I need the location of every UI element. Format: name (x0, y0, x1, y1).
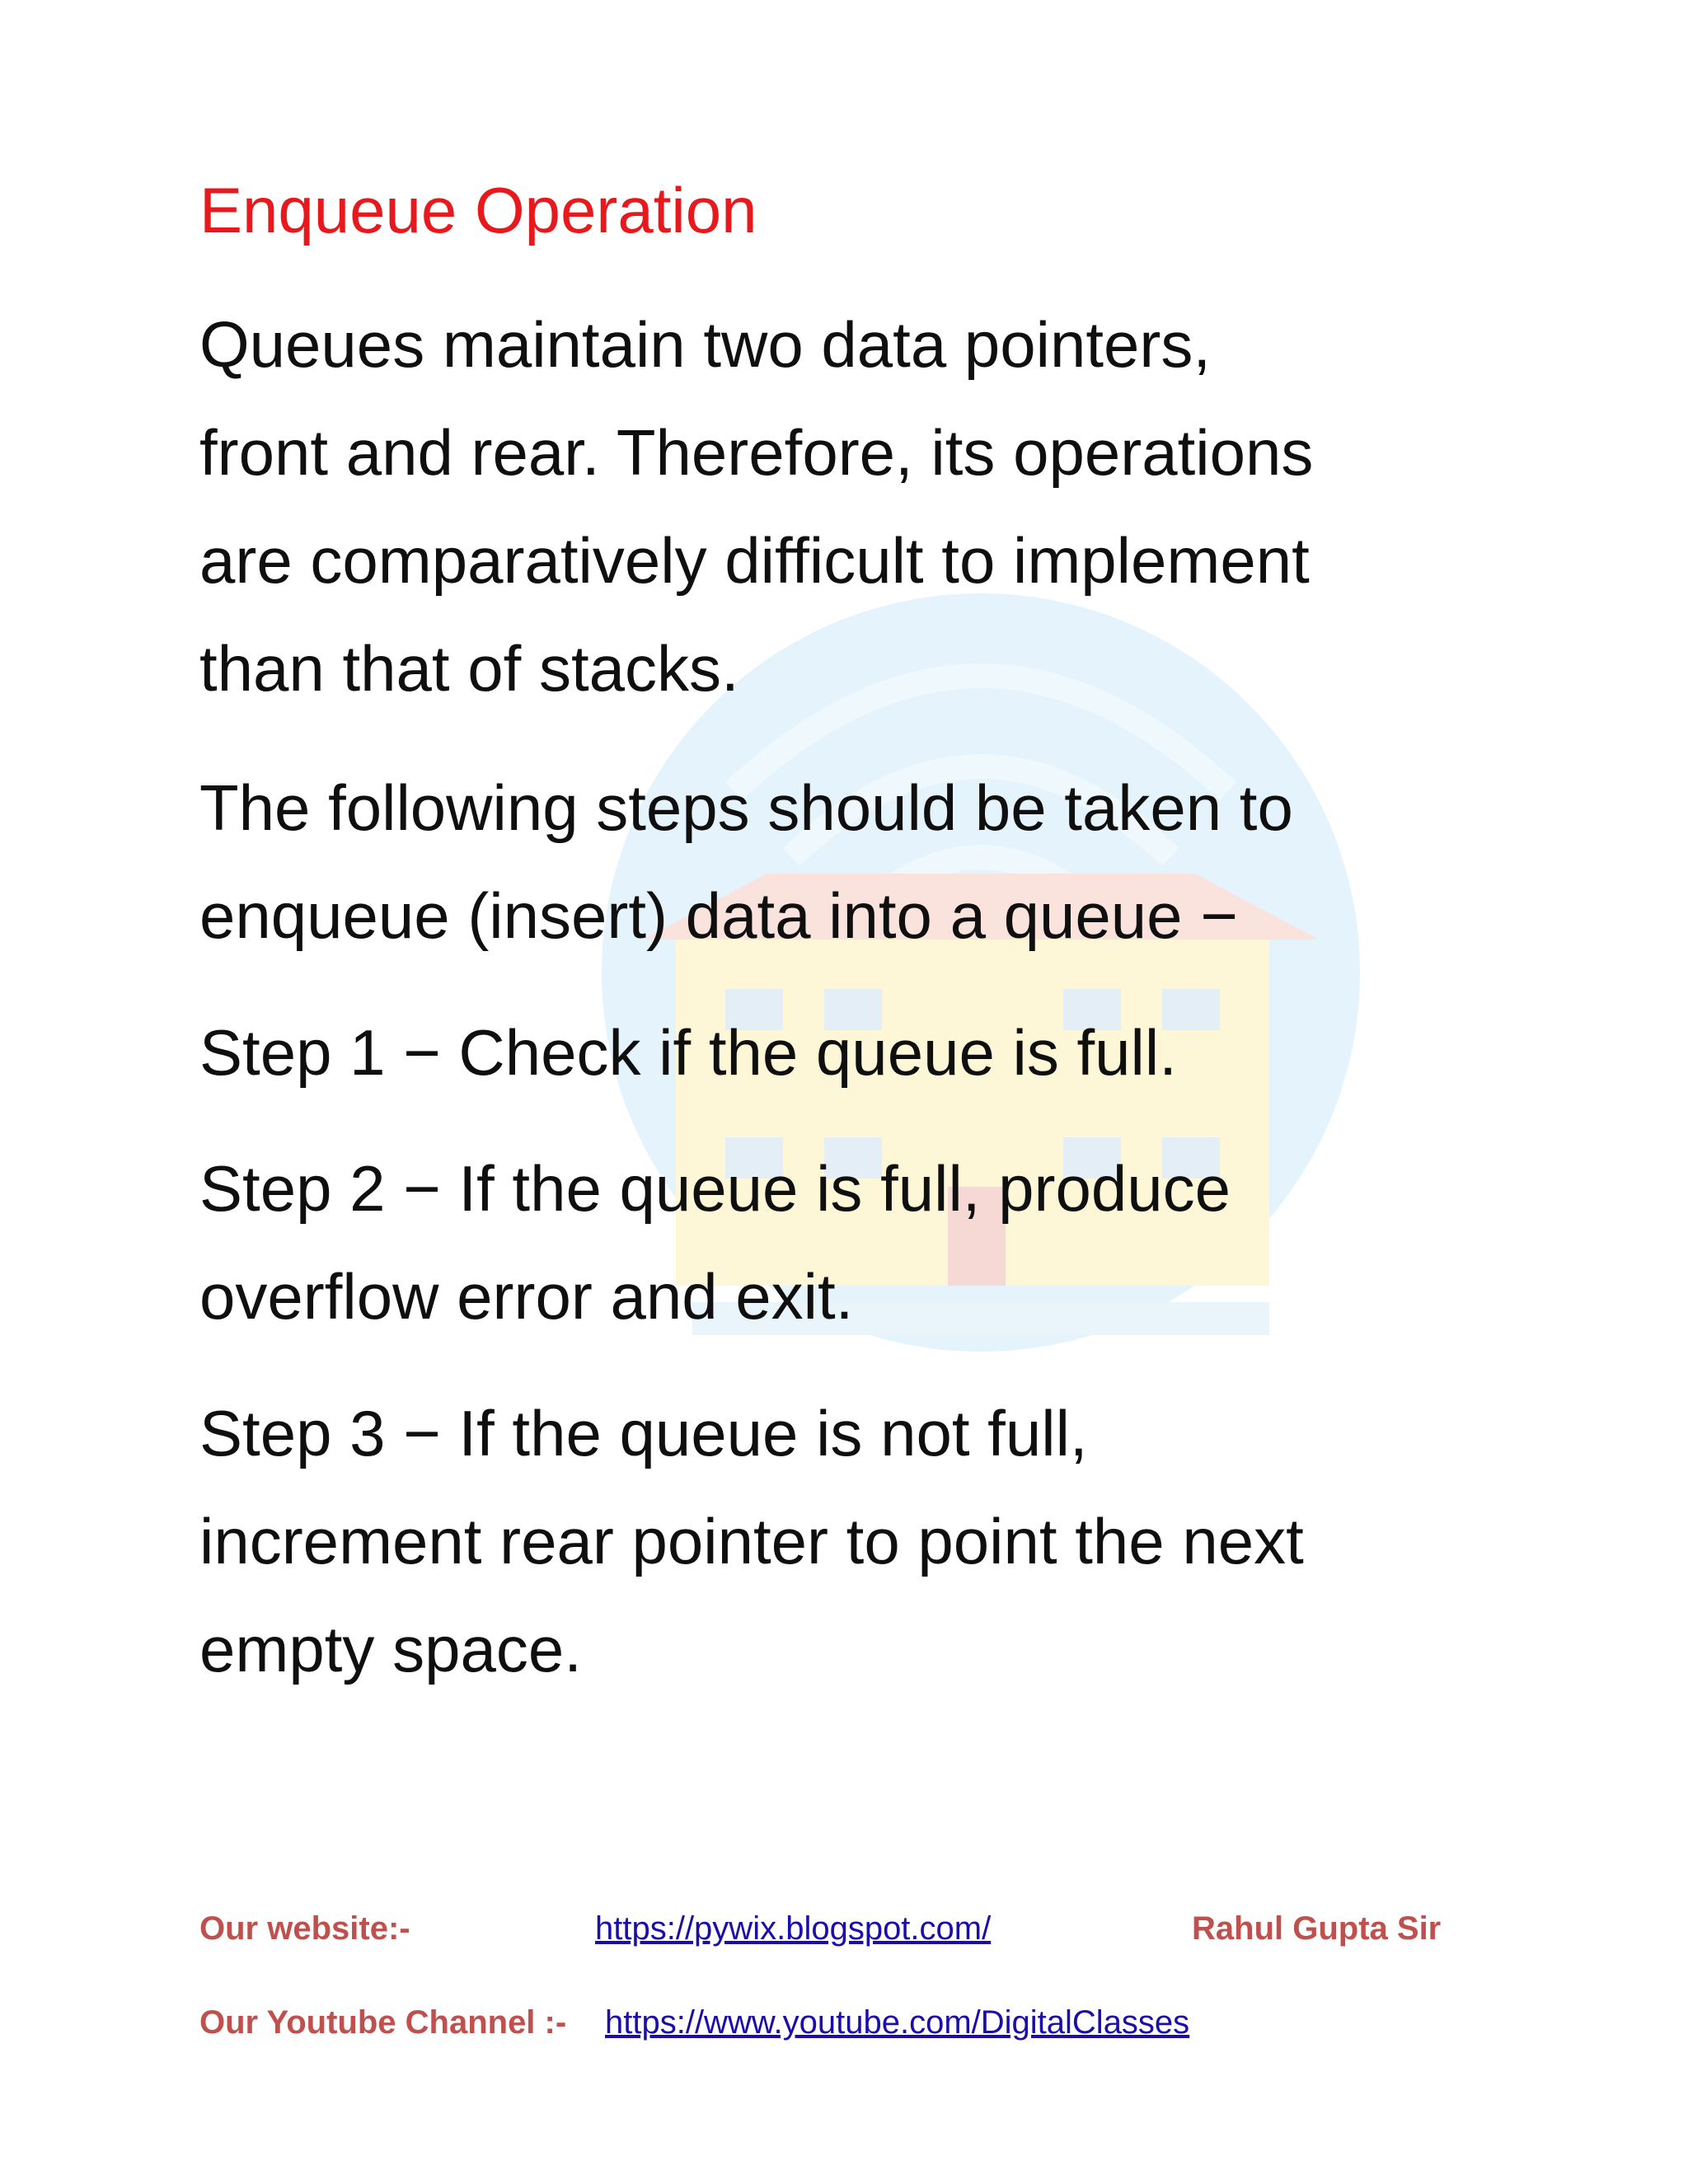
text-line: Step 2 − If the queue is full, produce (199, 1152, 1231, 1225)
text-line: enqueue (insert) data into a queue − (199, 879, 1238, 952)
website-label: Our website:- (199, 1910, 410, 1947)
website-link[interactable]: https://pywix.blogspot.com/ (595, 1910, 992, 1947)
text-line: increment rear pointer to point the next (199, 1505, 1304, 1577)
paragraph-intro (199, 291, 1313, 723)
text-line: overflow error and exit. (199, 1260, 854, 1333)
step-3 (199, 1380, 1304, 1704)
text-line: Queues maintain two data pointers, (199, 308, 1212, 381)
author-name: Rahul Gupta Sir (1192, 1910, 1442, 1947)
text-line: Step 3 − If the queue is not full, (199, 1397, 1088, 1469)
text-line: are comparatively difficult to implement (199, 524, 1310, 597)
text-line: The following steps should be taken to (199, 771, 1293, 844)
section-heading: Enqueue Operation (199, 174, 757, 246)
paragraph-steps-intro (199, 754, 1293, 970)
step-2 (199, 1135, 1231, 1351)
text-line: empty space. (199, 1613, 582, 1685)
step-1 (199, 999, 1177, 1107)
text-line: than that of stacks. (199, 632, 739, 705)
youtube-label: Our Youtube Channel :- (199, 2004, 567, 2041)
youtube-link[interactable]: https://www.youtube.com/DigitalClasses (605, 2004, 1190, 2041)
text-line: Step 1 − Check if the queue is full. (199, 1016, 1177, 1089)
text-line: front and rear. Therefore, its operations (199, 416, 1314, 489)
